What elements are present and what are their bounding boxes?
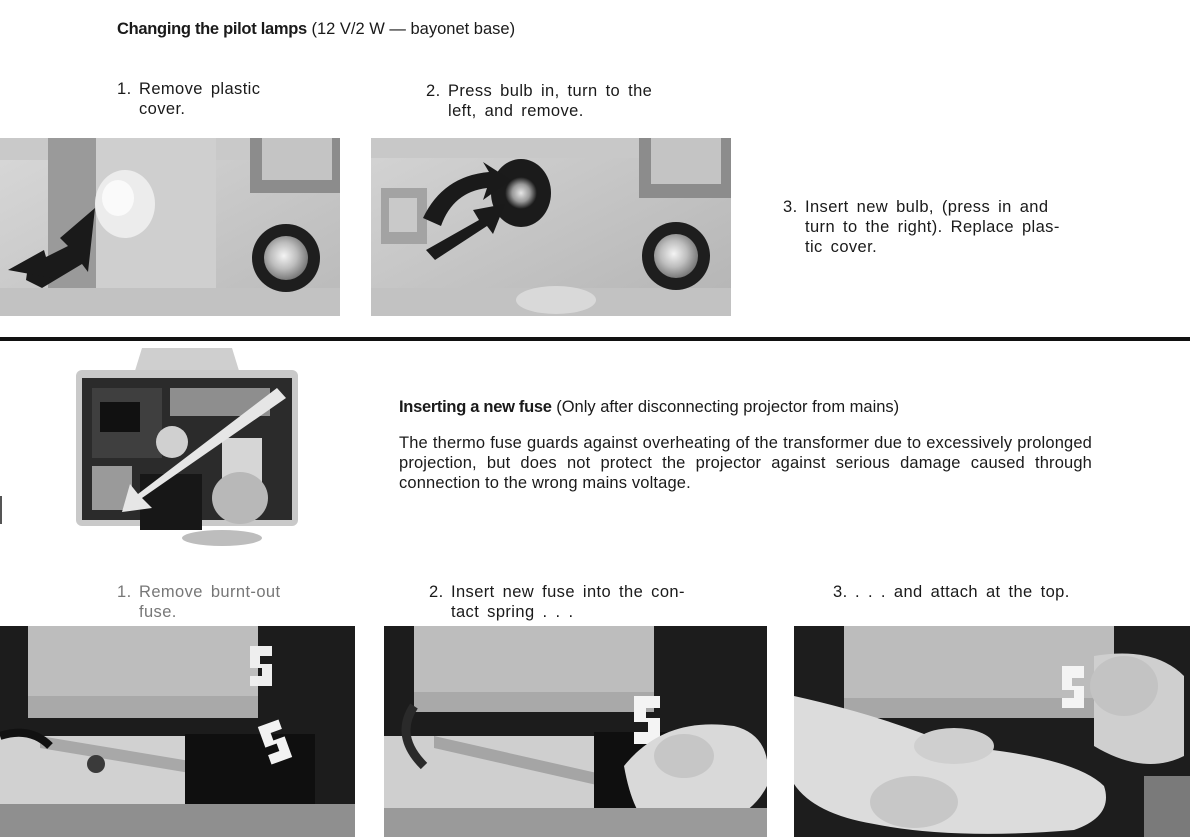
- pilot-step-2: [426, 81, 706, 121]
- fuse-heading-rest: (Only after disconnecting projector from mains): [551, 398, 900, 416]
- margin-mark: [0, 496, 2, 524]
- fuse-body-text: The thermo fuse guards against overheating of the transformer due to excessively prolonged projection, but does not protect the projector against serious damage caused through connection to the wrong mains voltage.: [399, 434, 1092, 492]
- fuse-step-1-number: 1.: [117, 583, 132, 601]
- fuse-step-3-number: 3.: [833, 583, 848, 601]
- photo-remove-fuse: [0, 626, 355, 837]
- pilot-step-1: [117, 79, 317, 119]
- pilot-step-1-number: 1.: [117, 80, 132, 98]
- pilot-step-1-line1: Remove plastic: [139, 80, 261, 98]
- fuse-step-2-number: 2.: [429, 583, 444, 601]
- photo-insert-fuse: [384, 626, 767, 837]
- pilot-lamps-heading-rest: (12 V/2 W — bayonet base): [306, 20, 516, 38]
- fuse-step-2: [429, 582, 749, 622]
- section-divider: [0, 337, 1190, 341]
- fuse-step-1-line2: fuse.: [139, 603, 177, 621]
- photo-press-bulb: [371, 138, 731, 316]
- pilot-step-3-line2: turn to the right). Replace plas-: [805, 218, 1060, 236]
- pilot-step-2-line1: Press bulb in, turn to the: [448, 82, 653, 100]
- fuse-heading: [399, 397, 899, 417]
- fuse-heading-bold: Inserting a new fuse: [399, 398, 552, 416]
- photo-attach-fuse: [794, 626, 1190, 837]
- fuse-step-1-line1: Remove burnt-out: [139, 583, 281, 601]
- fuse-step-1: [117, 582, 337, 622]
- pilot-step-3-line1: Insert new bulb, (press in and: [805, 198, 1049, 216]
- photo-remove-cover: [0, 138, 340, 316]
- pilot-step-3-number: 3.: [783, 198, 798, 216]
- pilot-step-2-line2: left, and remove.: [448, 102, 584, 120]
- pilot-lamps-heading: [117, 19, 515, 39]
- fuse-step-2-line1: Insert new fuse into the con-: [451, 583, 685, 601]
- pilot-step-3: [783, 197, 1103, 257]
- pilot-step-3-line3: tic cover.: [805, 238, 878, 256]
- pilot-step-1-line2: cover.: [139, 100, 186, 118]
- fuse-step-3: [833, 582, 1133, 602]
- fuse-step-3-line1: . . . and attach at the top.: [855, 583, 1070, 601]
- photo-projector-interior: [72, 348, 298, 546]
- fuse-step-2-line2: tact spring . . .: [451, 603, 574, 621]
- pilot-lamps-heading-bold: Changing the pilot lamps: [117, 20, 307, 38]
- pilot-step-2-number: 2.: [426, 82, 441, 100]
